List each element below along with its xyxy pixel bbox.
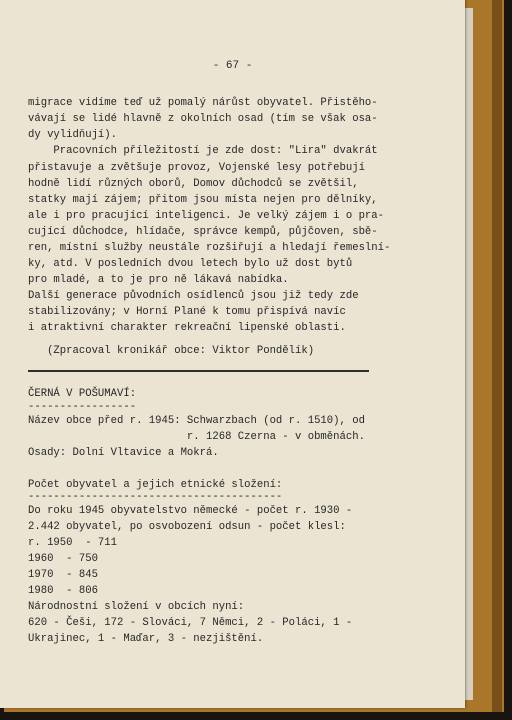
text-line: Osady: Dolní Vltavice a Mokrá. — [28, 447, 219, 459]
section-title-underline: ----------------- — [28, 401, 137, 413]
section-divider — [28, 370, 369, 372]
text-line: 620 - Češi, 172 - Slováci, 7 Němci, 2 - Poláci, 1 - — [28, 617, 353, 629]
text-line: stabilizovány; v Horní Plané k tomu přispívá navíc — [28, 306, 346, 318]
text-line: ren, místní služby neustále rozšiřují a hledají řemeslní- — [28, 242, 391, 254]
text-line: 1980 - 806 — [28, 585, 98, 597]
text-line: Název obce před r. 1945: Schwarzbach (od r. 1510), od — [28, 415, 365, 427]
text-line: statky mají zájem; přitom jsou místa nejen pro dělníky, — [28, 194, 378, 206]
text-line: 2.442 obyvatel, po osvobození odsun - počet klesl: — [28, 521, 346, 533]
text-line: Další generace původních osídlenců jsou již tedy zde — [28, 290, 359, 302]
text-line: 1960 - 750 — [28, 553, 98, 565]
text-line: Pracovních příležitostí je zde dost: "Lira" dvakrát — [28, 145, 378, 157]
page-stack-edge — [465, 8, 473, 700]
text-line: ky, atd. V posledních dvou letech bylo už dost bytů — [28, 258, 353, 270]
text-line: Ukrajinec, 1 - Maďar, 3 - nezjištění. — [28, 633, 264, 645]
binder-edge — [492, 0, 502, 712]
text-line: dy vylidňují). — [28, 129, 118, 141]
text-line: hodně lidí různých oborů, Domov důchodců se zvětšil, — [28, 178, 359, 190]
text-line: r. 1950 - 711 — [28, 537, 118, 549]
text-line: Národnostní složení v obcích nyní: — [28, 601, 245, 613]
population-heading: Počet obyvatel a jejich etnické složení: — [28, 479, 283, 491]
text-line: přistavuje a zvětšuje provoz, Vojenské lesy potřebují — [28, 162, 365, 174]
text-line: r. 1268 Czerna - v obměnách. — [28, 431, 365, 443]
text-line: migrace vidíme teď už pomalý nárůst obyvatel. Přistěho- — [28, 97, 378, 109]
text-line: ale i pro pracující inteligenci. Je velký zájem i o pra- — [28, 210, 385, 222]
text-line: vávají se lidé hlavně z okolních osad (tím se však osa- — [28, 113, 378, 125]
chronicler-credit: (Zpracoval kronikář obce: Viktor Pondělík) — [28, 345, 315, 357]
text-line: pro mladé, a to je pro ně lákavá nabídka. — [28, 274, 289, 286]
population-heading-underline: ---------------------------------------- — [28, 491, 283, 503]
section-title: ČERNÁ V POŠUMAVÍ: — [28, 388, 137, 400]
text-line: cující důchodce, hlídače, správce kempů, půjčoven, sbě- — [28, 226, 378, 238]
text-line: i atraktivní charakter rekreační lipenské oblasti. — [28, 322, 346, 334]
text-line: Do roku 1945 obyvatelstvo německé - počet r. 1930 - — [28, 505, 353, 517]
page-number: - 67 - — [212, 60, 253, 72]
text-line: 1970 - 845 — [28, 569, 98, 581]
